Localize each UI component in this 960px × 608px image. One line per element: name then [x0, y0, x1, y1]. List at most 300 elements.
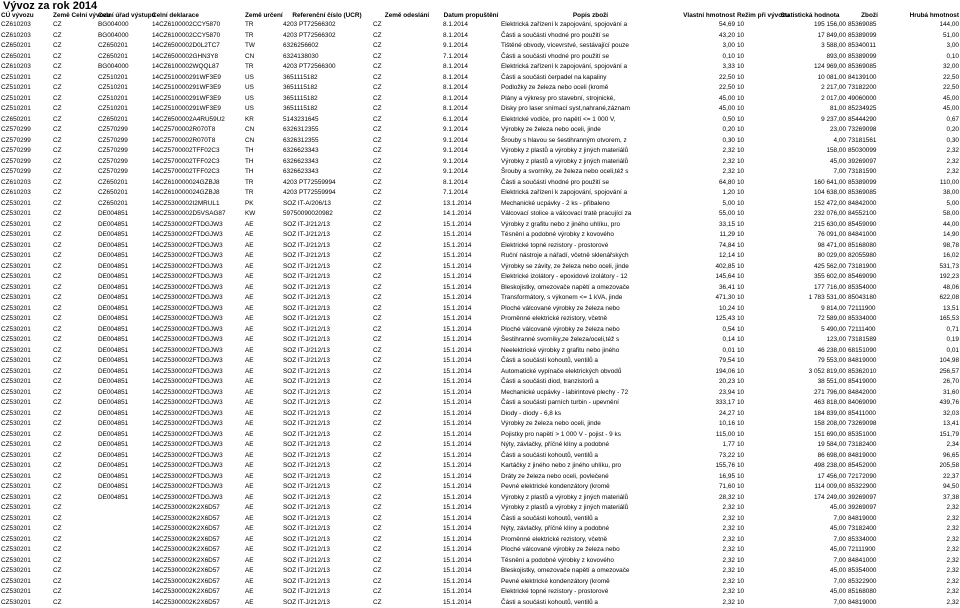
table-cell: 2,32	[681, 545, 736, 556]
table-cell: 2,34	[892, 440, 960, 451]
table-cell: 45,00	[773, 524, 847, 535]
table-cell: AE	[244, 293, 282, 304]
table-cell: DE004851	[97, 367, 151, 378]
table-cell: 425 562,00	[773, 262, 847, 273]
table-cell: DE004851	[97, 419, 151, 430]
table-cell: 7.1.2014	[442, 188, 500, 199]
table-cell: AE	[244, 262, 282, 273]
table-cell: 73182200	[847, 83, 892, 94]
table-cell: CZ	[372, 94, 442, 105]
table-cell: Pojistky pro napětí > 1 000 V - pojist - 9 ks	[500, 430, 681, 441]
table-cell: 10	[736, 556, 773, 567]
table-cell: CZ	[52, 598, 97, 608]
table-cell: CZ	[372, 188, 442, 199]
table-cell: 44,00	[892, 220, 960, 231]
export-table	[0, 11, 960, 608]
table-cell: CZ	[52, 377, 97, 388]
table-cell: 45,00	[773, 566, 847, 577]
table-cell: Bleskojistky, omezovače napětí a omezovače	[500, 566, 681, 577]
table-cell: 72172090	[847, 472, 892, 483]
table-cell: CZ	[52, 62, 97, 73]
table-cell: Pevné elektrické kondenzátory (kromě	[500, 577, 681, 588]
table-cell: 14CZ5300002FTDGJW3	[151, 230, 244, 241]
table-cell: 15.1.2014	[442, 451, 500, 462]
table-cell: CZ610203	[0, 188, 52, 199]
table-cell: 14CZ5300002FTDGJW3	[151, 419, 244, 430]
table-cell: 73181590	[847, 167, 892, 178]
table-cell: SOZ IT-J/212/13	[282, 272, 372, 283]
table-cell: 72111400	[847, 325, 892, 336]
table-cell: 5,00	[892, 199, 960, 210]
table-cell: CZ	[52, 272, 97, 283]
table-cell: 15.1.2014	[442, 230, 500, 241]
table-row	[0, 157, 960, 168]
table-cell: CZ	[372, 325, 442, 336]
column-header: Režim při vývozu	[736, 11, 773, 20]
table-cell: 45,00	[773, 157, 847, 168]
table-cell: 531,73	[892, 262, 960, 273]
table-cell: 85043180	[847, 293, 892, 304]
table-cell: 14CZ5300002FTDGJW3	[151, 472, 244, 483]
table-cell: 45,00	[681, 104, 736, 115]
table-cell: 14CZ5300002FTDGJW3	[151, 346, 244, 357]
table-cell: 16,95	[681, 472, 736, 483]
table-cell: AE	[244, 409, 282, 420]
table-cell: 271 796,00	[773, 388, 847, 399]
table-cell: 0,19	[892, 335, 960, 346]
table-cell: CZ	[52, 556, 97, 567]
table-cell: 14CZ5300002K2X6D57	[151, 566, 244, 577]
table-cell: 14CZ5300002K2X6D57	[151, 545, 244, 556]
table-cell: 14CZ6100002CCY5870	[151, 20, 244, 31]
table-cell: AE	[244, 493, 282, 504]
table-cell: 85389099	[847, 31, 892, 42]
table-cell: Transformátory, s výkonem <= 1 kVA, jinde	[500, 293, 681, 304]
table-cell: Šrouby s hlavou se šestihranným otvorem, z	[500, 136, 681, 147]
table-cell: 5 490,00	[773, 325, 847, 336]
table-cell: TH	[244, 167, 282, 178]
table-row	[0, 398, 960, 409]
table-cell: 31,60	[892, 388, 960, 399]
table-cell: BG004000	[97, 62, 151, 73]
table-cell: Šestihranné svorníky,ze železa/oceli,též s	[500, 335, 681, 346]
table-cell: DE004851	[97, 325, 151, 336]
table-cell: 14CZ5300002D5VSAG87	[151, 209, 244, 220]
table-cell: CZ	[372, 566, 442, 577]
table-cell: 3651115182	[282, 73, 372, 84]
table-cell: CZ	[372, 73, 442, 84]
table-cell: CZ	[52, 409, 97, 420]
table-cell: 9.1.2014	[442, 157, 500, 168]
table-cell: 15.1.2014	[442, 220, 500, 231]
table-cell: SOZ IT-J/212/13	[282, 335, 372, 346]
table-cell: 0,50	[681, 115, 736, 126]
table-cell: 10	[736, 125, 773, 136]
table-cell: SOZ IT-J/212/13	[282, 598, 372, 608]
table-cell: CZ530201	[0, 440, 52, 451]
table-cell: 0,20	[681, 125, 736, 136]
table-row	[0, 272, 960, 283]
table-cell: CZ530201	[0, 356, 52, 367]
table-cell: 10	[736, 83, 773, 94]
table-cell: CZ	[52, 503, 97, 514]
table-cell: CZ	[372, 577, 442, 588]
table-row	[0, 115, 960, 126]
table-cell: 10	[736, 188, 773, 199]
table-cell: CZ530201	[0, 304, 52, 315]
table-cell: 14CZ5300002FTDGJW3	[151, 335, 244, 346]
table-cell: 14CZ5300002FTDGJW3	[151, 461, 244, 472]
table-cell: 10	[736, 524, 773, 535]
table-cell: CZ	[372, 409, 442, 420]
table-cell: CZ	[52, 146, 97, 157]
table-cell: CZ	[52, 188, 97, 199]
table-cell: 85340011	[847, 41, 892, 52]
table-cell: AE	[244, 220, 282, 231]
table-cell: 9.1.2014	[442, 125, 500, 136]
table-cell: AE	[244, 398, 282, 409]
table-cell: Části a součásti vhodné pro použití se	[500, 178, 681, 189]
table-cell: SOZ IT-J/212/13	[282, 503, 372, 514]
table-cell: CZ530201	[0, 524, 52, 535]
table-cell: 14CZ5300002K2X6D57	[151, 587, 244, 598]
table-cell: CZ570299	[97, 157, 151, 168]
table-cell: 3 588,00	[773, 41, 847, 52]
column-header: Celní deklarace	[151, 11, 244, 20]
table-cell: 2 017,00	[773, 94, 847, 105]
table-cell: 123,00	[773, 335, 847, 346]
table-cell: 0,30	[892, 136, 960, 147]
table-cell: 14CZ5300002FTDGJW3	[151, 262, 244, 273]
table-cell: 85411000	[847, 409, 892, 420]
table-body	[0, 20, 960, 608]
table-cell: 144,00	[892, 20, 960, 31]
table-cell: CZ	[52, 482, 97, 493]
table-cell: CZ	[52, 251, 97, 262]
table-cell: 73,22	[681, 451, 736, 462]
table-cell: 85322900	[847, 577, 892, 588]
table-cell: 15.1.2014	[442, 367, 500, 378]
table-cell: SOZ IT-J/212/13	[282, 556, 372, 567]
table-cell: CZ	[372, 430, 442, 441]
table-cell: 155,76	[681, 461, 736, 472]
table-cell: CZ	[52, 20, 97, 31]
table-cell: SOZ IT-J/212/13	[282, 325, 372, 336]
table-cell: Ploché válcované výrobky ze železa nebo	[500, 304, 681, 315]
table-row	[0, 241, 960, 252]
table-cell: 54,69	[681, 20, 736, 31]
column-header: Zboží	[847, 11, 892, 20]
table-row	[0, 566, 960, 577]
table-cell: 12,14	[681, 251, 736, 262]
table-cell: SOZ IT-J/212/13	[282, 398, 372, 409]
table-cell: 14CZ5300002FTDGJW3	[151, 398, 244, 409]
table-cell: CZ	[372, 388, 442, 399]
table-cell: CZ570299	[97, 136, 151, 147]
table-row	[0, 440, 960, 451]
table-cell: CZ	[372, 31, 442, 42]
table-cell: 39269097	[847, 493, 892, 504]
table-cell: 14CZ5300002FTDGJW3	[151, 314, 244, 325]
table-cell: 15.1.2014	[442, 409, 500, 420]
table-cell: 115,00	[681, 430, 736, 441]
column-header: Celní úřad výstupu	[97, 11, 151, 20]
table-cell: 10	[736, 409, 773, 420]
table-cell: 82055980	[847, 251, 892, 262]
table-cell: CZ510201	[0, 83, 52, 94]
table-cell: CZ	[52, 524, 97, 535]
table-cell: Výrobky z plastů a výrobky z jiných materiálů	[500, 157, 681, 168]
table-cell: DE004851	[97, 293, 151, 304]
table-cell: 10	[736, 31, 773, 42]
table-cell: 22,37	[892, 472, 960, 483]
table-cell: 94,50	[892, 482, 960, 493]
table-cell: CZ530201	[0, 241, 52, 252]
table-cell: Výrobky z plastů a výrobky z jiných materiálů	[500, 493, 681, 504]
table-cell: AE	[244, 230, 282, 241]
table-cell: 14CZ5700002R070T8	[151, 136, 244, 147]
table-cell: Mechanické ucpávky - labirintové plechy - 72	[500, 388, 681, 399]
table-cell: 15.1.2014	[442, 388, 500, 399]
table-cell: 10	[736, 293, 773, 304]
table-cell: 22,50	[892, 73, 960, 84]
table-cell: 51,00	[892, 31, 960, 42]
table-cell: 4203 PT72566302	[282, 31, 372, 42]
table-cell: CZ	[372, 535, 442, 546]
column-header: Země určení	[244, 11, 282, 20]
table-cell: 14CZ5300002K2X6D57	[151, 577, 244, 588]
table-cell: SOZ IT-J/212/13	[282, 493, 372, 504]
table-cell: 15.1.2014	[442, 272, 500, 283]
table-cell: CZ	[52, 388, 97, 399]
table-cell: CN	[244, 125, 282, 136]
table-cell: 17 849,00	[773, 31, 847, 42]
table-cell: CZ	[372, 125, 442, 136]
table-cell: DE004851	[97, 409, 151, 420]
table-cell: CZ510201	[97, 83, 151, 94]
table-cell: SOZ IT-J/212/13	[282, 367, 372, 378]
table-cell: 15.1.2014	[442, 514, 500, 525]
table-cell: Výrobky z plastů a výrobky z jiných materiálů	[500, 146, 681, 157]
table-cell: Elektrická zařízení k zapojování, spojování a	[500, 188, 681, 199]
table-cell: CZ510201	[0, 73, 52, 84]
table-cell: 0,30	[681, 136, 736, 147]
table-cell: 72111900	[847, 545, 892, 556]
table-cell: 22,50	[681, 83, 736, 94]
table-cell: 84069090	[847, 398, 892, 409]
table-cell: CZ530201	[0, 535, 52, 546]
table-cell: Podložky ze železa nebo oceli (kromě	[500, 83, 681, 94]
table-cell: CZ	[52, 451, 97, 462]
table-cell: CZ530201	[0, 209, 52, 220]
table-cell: 10,16	[681, 419, 736, 430]
table-cell: 7.1.2014	[442, 52, 500, 63]
table-cell: 76 091,00	[773, 230, 847, 241]
table-cell: 10	[736, 577, 773, 588]
table-row	[0, 20, 960, 31]
table-cell: Neelektrické výrobky z grafitu nebo jiného	[500, 346, 681, 357]
table-cell: CZ	[52, 419, 97, 430]
table-cell: CZ530201	[0, 388, 52, 399]
table-cell: 14CZ5300002FTDGJW3	[151, 220, 244, 231]
table-cell: Disky pro laser snímací syst,nahrané,záznam	[500, 104, 681, 115]
table-cell: CZ	[372, 377, 442, 388]
table-cell: 11,29	[681, 230, 736, 241]
table-cell: SOZ IT-J/212/13	[282, 545, 372, 556]
table-cell: Dráty ze železa nebo oceli, povlečené	[500, 472, 681, 483]
table-cell: 16,02	[892, 251, 960, 262]
table-cell: Části a součásti parních turbin - upevnění	[500, 398, 681, 409]
table-cell: 10	[736, 377, 773, 388]
table-cell: 8.1.2014	[442, 94, 500, 105]
table-cell: 9.1.2014	[442, 41, 500, 52]
table-cell: Nýty, závlačky, příčné klíny a podobné	[500, 440, 681, 451]
table-cell: 10	[736, 587, 773, 598]
table-cell: SOZ IT-J/212/13	[282, 293, 372, 304]
table-cell: 0,20	[892, 125, 960, 136]
table-cell: 7,00	[773, 556, 847, 567]
table-cell: 85469090	[847, 272, 892, 283]
table-cell: CZ610203	[0, 20, 52, 31]
table-cell: CZ510201	[97, 104, 151, 115]
table-cell: 5143231645	[282, 115, 372, 126]
table-cell: 10	[736, 136, 773, 147]
table-cell: 10	[736, 440, 773, 451]
table-cell: 85369085	[847, 188, 892, 199]
table-cell: CZ530201	[0, 598, 52, 608]
table-cell: TR	[244, 178, 282, 189]
table-cell: AE	[244, 283, 282, 294]
table-cell: 14CZ5300002K2X6D57	[151, 535, 244, 546]
table-cell: 174 249,00	[773, 493, 847, 504]
table-row	[0, 146, 960, 157]
table-cell: 2,32	[892, 598, 960, 608]
table-cell	[97, 514, 151, 525]
table-cell: SOZ IT-J/212/13	[282, 451, 372, 462]
table-cell: 10	[736, 419, 773, 430]
table-cell: 4203 PT72559994	[282, 178, 372, 189]
table-cell: SOZ IT-J/212/13	[282, 566, 372, 577]
table-cell: AE	[244, 304, 282, 315]
table-cell: 177 716,00	[773, 283, 847, 294]
table-cell: 45,00	[892, 104, 960, 115]
table-cell: 7,00	[773, 514, 847, 525]
table-cell: 184 839,00	[773, 409, 847, 420]
table-cell: 8.1.2014	[442, 73, 500, 84]
table-cell: 13,41	[892, 419, 960, 430]
table-cell: AE	[244, 335, 282, 346]
table-cell: 195 156,00	[773, 20, 847, 31]
table-cell: 72 589,00	[773, 314, 847, 325]
table-cell: CZ	[372, 220, 442, 231]
table-row	[0, 388, 960, 399]
table-cell: 2,32	[892, 566, 960, 577]
table-cell: CZ510201	[0, 94, 52, 105]
table-row	[0, 514, 960, 525]
table-cell: 55,00	[681, 209, 736, 220]
table-cell: 14CZ5300002K2X6D57	[151, 598, 244, 608]
table-cell: CZ	[52, 220, 97, 231]
table-cell: 45,00	[773, 587, 847, 598]
table-cell: CZ	[52, 52, 97, 63]
table-cell: Elektrické topné rezistory - prostorové	[500, 241, 681, 252]
table-cell: 402,85	[681, 262, 736, 273]
table-cell: 10	[736, 241, 773, 252]
column-header: Vlastní hmotnost	[681, 11, 736, 20]
table-cell: 10	[736, 545, 773, 556]
table-cell: CZ	[52, 241, 97, 252]
table-cell: AE	[244, 577, 282, 588]
table-cell: 10	[736, 535, 773, 546]
table-cell: CZ	[372, 20, 442, 31]
table-cell: CZ530201	[0, 335, 52, 346]
column-header: Datum propuštění	[442, 11, 500, 20]
table-cell	[97, 598, 151, 608]
table-cell: SOZ IT-J/212/13	[282, 314, 372, 325]
table-cell: SOZ IT-J/212/13	[282, 388, 372, 399]
table-cell: 10	[736, 272, 773, 283]
table-cell: 439,76	[892, 398, 960, 409]
table-cell: CZ	[52, 367, 97, 378]
table-cell: AE	[244, 587, 282, 598]
column-header: Statistická hodnota	[773, 11, 847, 20]
table-cell: DE004851	[97, 304, 151, 315]
table-cell: US	[244, 94, 282, 105]
table-cell: 17 456,00	[773, 472, 847, 483]
table-cell: 15.1.2014	[442, 545, 500, 556]
table-cell: TW	[244, 41, 282, 52]
table-cell: AE	[244, 419, 282, 430]
table-cell: CZ570299	[97, 125, 151, 136]
table-cell: CZ610203	[0, 31, 52, 42]
table-cell: 2,32	[892, 157, 960, 168]
table-cell	[97, 566, 151, 577]
table-cell: 10	[736, 430, 773, 441]
table-cell: 10	[736, 346, 773, 357]
table-cell: CZ530201	[0, 493, 52, 504]
table-cell: 10	[736, 451, 773, 462]
table-cell: CZ650201	[97, 52, 151, 63]
column-header: Referenční číslo (UCR)	[282, 11, 372, 20]
table-cell: CZ	[372, 283, 442, 294]
table-cell: Části a součásti kohoutů, ventilů a	[500, 451, 681, 462]
table-cell: 151,79	[892, 430, 960, 441]
table-cell: 2,32	[681, 566, 736, 577]
table-cell: CZ530201	[0, 451, 52, 462]
table-cell: CZ530201	[0, 377, 52, 388]
table-cell: 2,32	[892, 514, 960, 525]
table-row	[0, 356, 960, 367]
table-cell: SOZ IT-J/212/13	[282, 440, 372, 451]
table-cell: 14CZ6500002GHN3Y8	[151, 52, 244, 63]
table-cell: AE	[244, 272, 282, 283]
table-row	[0, 545, 960, 556]
table-cell: 2,32	[892, 535, 960, 546]
table-cell: 192,23	[892, 272, 960, 283]
table-cell: Kartáčky z jiného nebo z jiného uhlíku, pro	[500, 461, 681, 472]
table-cell: DE004851	[97, 461, 151, 472]
table-row	[0, 283, 960, 294]
table-cell: 15.1.2014	[442, 535, 500, 546]
table-cell: 37,38	[892, 493, 960, 504]
table-cell: 0,10	[892, 52, 960, 63]
table-cell: 15.1.2014	[442, 482, 500, 493]
table-cell: 8.1.2014	[442, 20, 500, 31]
table-cell: CZ	[372, 52, 442, 63]
table-cell: 14CZ5300002FTDGJW3	[151, 356, 244, 367]
table-cell: CZ	[52, 230, 97, 241]
table-cell: DE004851	[97, 251, 151, 262]
